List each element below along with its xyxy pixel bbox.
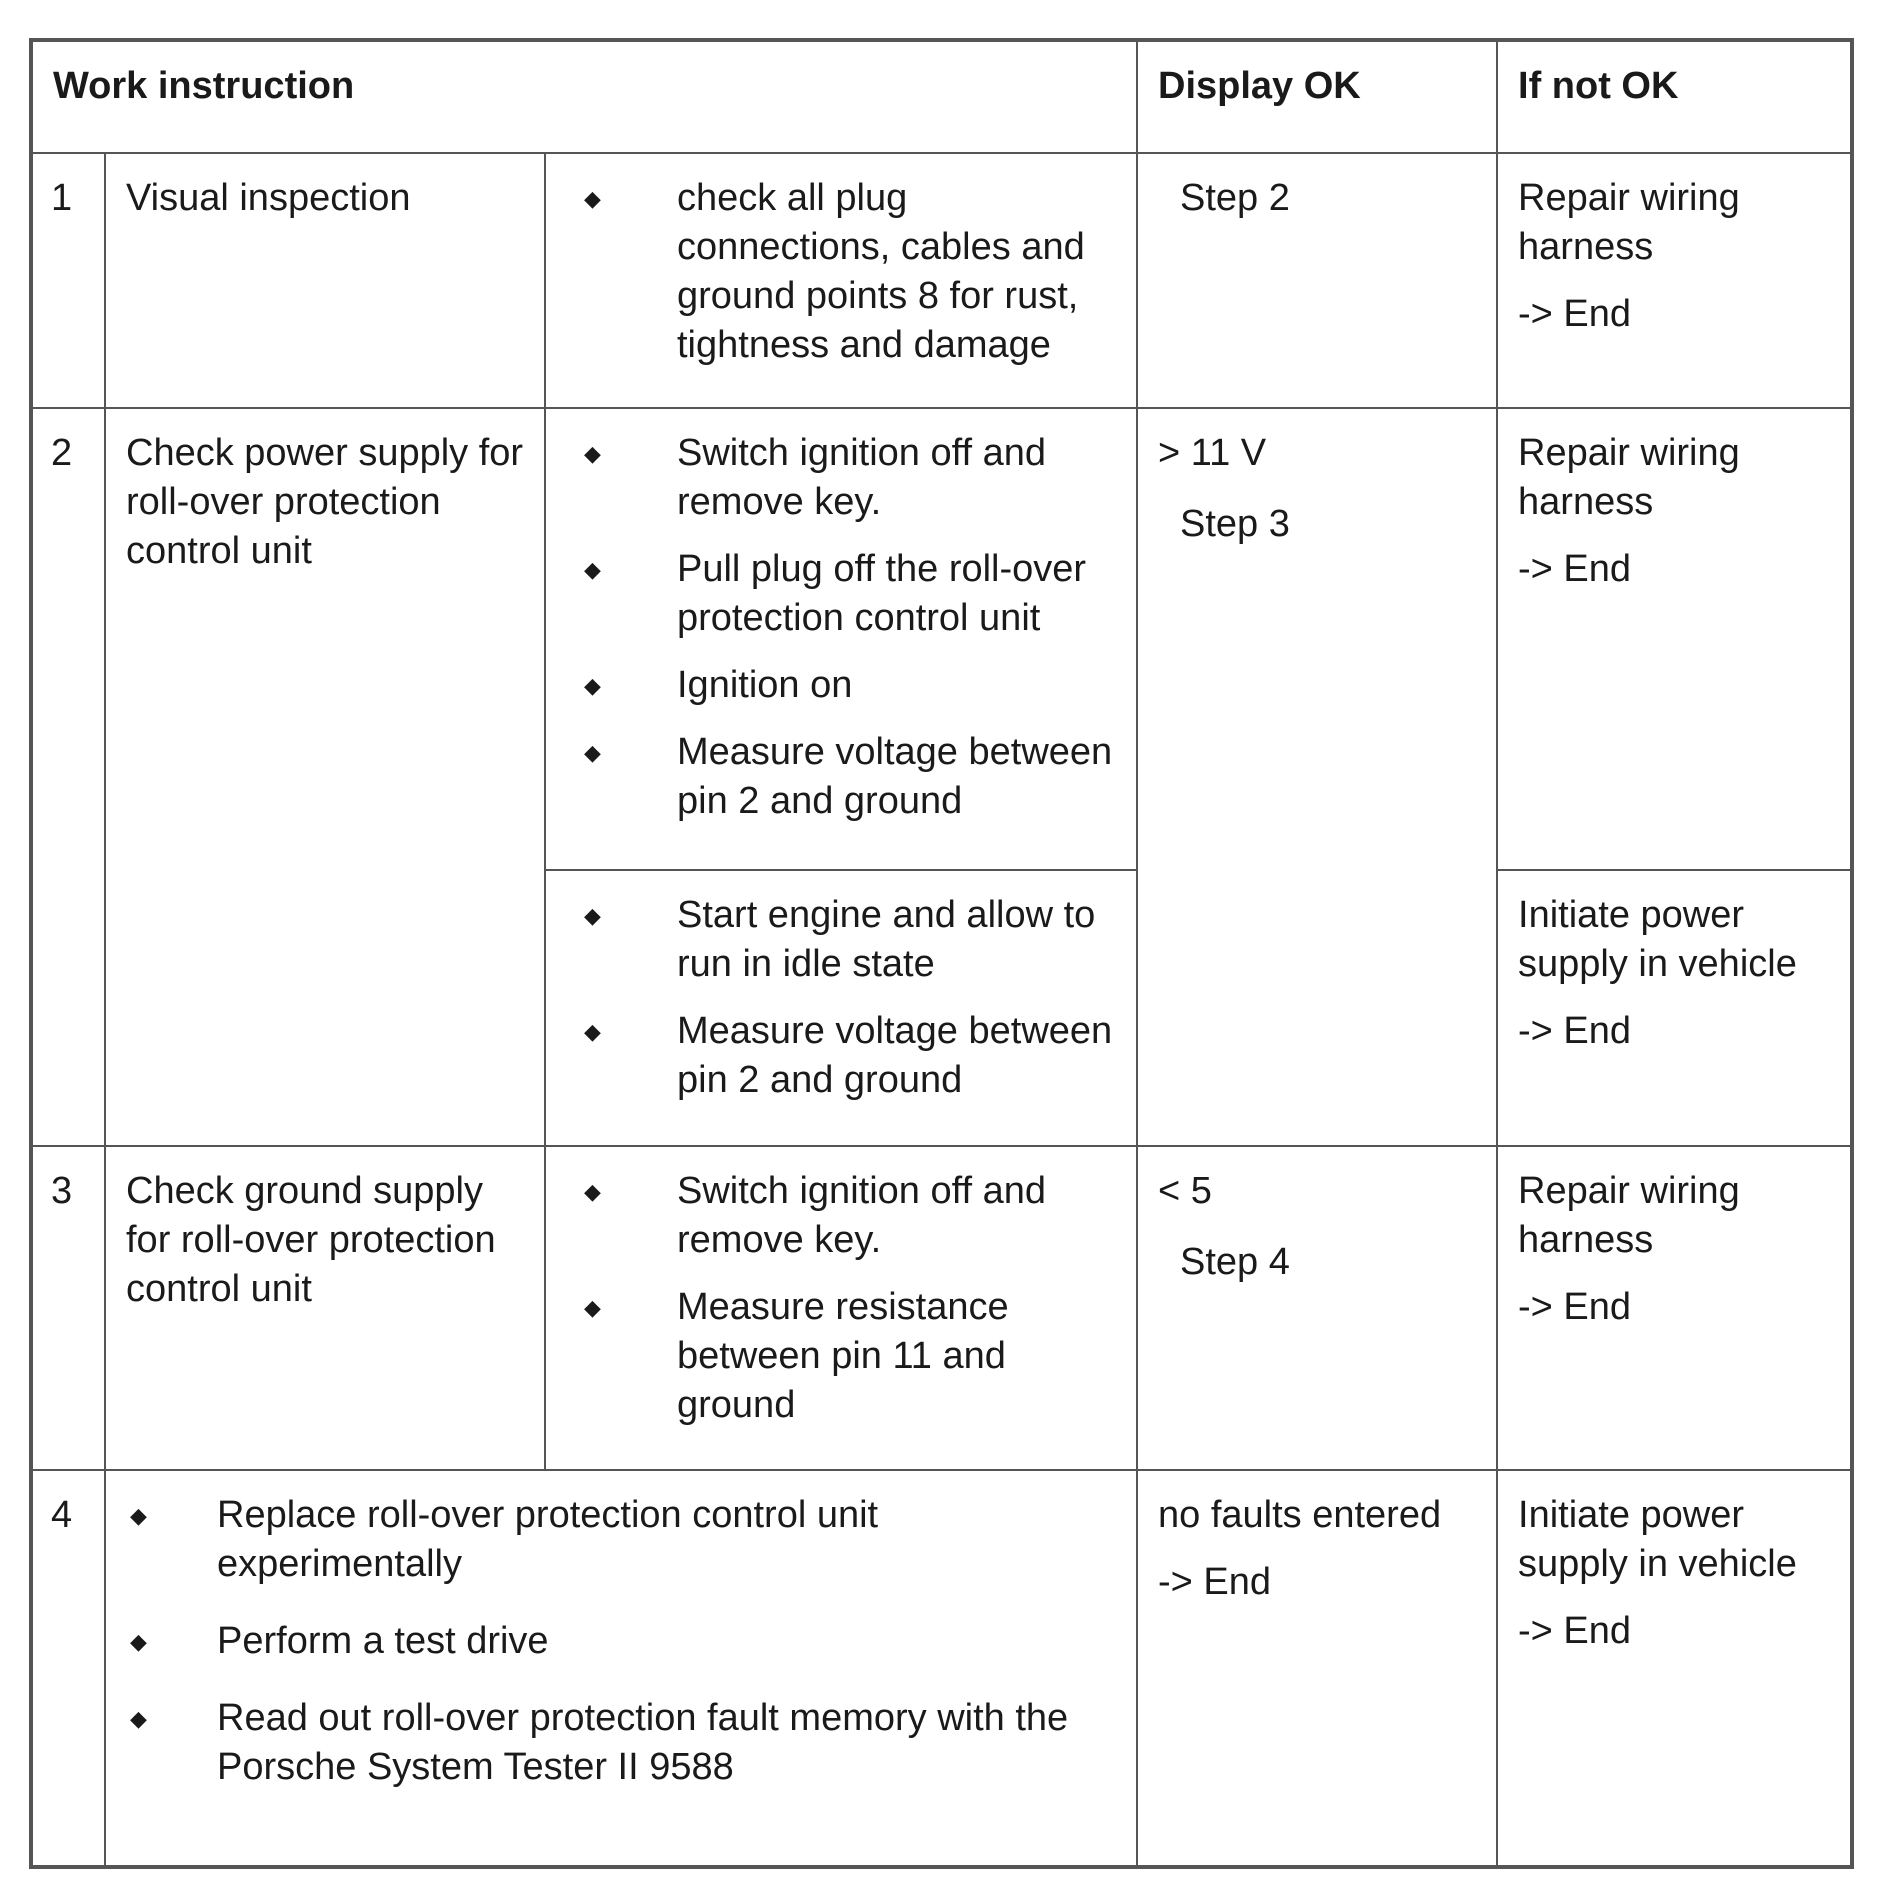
step-number: 1	[31, 153, 105, 408]
instruction-cell	[545, 1146, 1137, 1470]
table-row	[31, 408, 1852, 870]
instruction-cell	[545, 153, 1137, 408]
expected-value: no faults entered	[1158, 1494, 1442, 1536]
end-text: -> End	[1158, 1561, 1272, 1603]
task-cell: Check power supply for roll-over protection control unit	[105, 408, 545, 1146]
end-text: -> End	[1518, 293, 1632, 335]
remedy-text: Repair wiring harness	[1518, 1170, 1740, 1261]
diamond-bullet-icon	[584, 1007, 601, 1056]
table-row	[31, 153, 1852, 408]
instruction-item: ◆ Switch ignition off and remove key.	[566, 429, 1120, 527]
instruction-item: ◆ Replace roll-over protection control unit experimentally	[126, 1491, 1120, 1589]
end-text: -> End	[1518, 548, 1632, 590]
remedy-text: Initiate power supply in vehicle	[1518, 894, 1797, 985]
instruction-item: ◆ Measure voltage between pin 2 and ground	[566, 728, 1120, 826]
task-cell: Check ground supply for roll-over protection control unit	[105, 1146, 545, 1470]
end-text: -> End	[1518, 1010, 1632, 1052]
end-text: -> End	[1518, 1610, 1632, 1652]
if-not-ok-cell	[1497, 1470, 1852, 1867]
display-ok-cell	[1137, 1146, 1497, 1470]
table-row	[31, 1470, 1852, 1867]
remedy-text: Repair wiring harness	[1518, 432, 1740, 523]
instruction-item: ◆ Start engine and allow to run in idle state	[566, 891, 1120, 989]
diamond-bullet-icon	[130, 1617, 147, 1666]
next-step: Step 3	[1180, 503, 1290, 545]
step-number: 2	[31, 408, 105, 1146]
expected-value: > 11 V	[1158, 432, 1267, 474]
diamond-bullet-icon	[584, 174, 601, 223]
instruction-item: ◆ Read out roll-over protection fault memory with the Porsche System Tester II 9588	[126, 1694, 1120, 1792]
remedy-text: Repair wiring harness	[1518, 177, 1740, 268]
instruction-item: ◆ Perform a test drive	[126, 1617, 1120, 1666]
step-number: 4	[31, 1470, 105, 1867]
instruction-item: ◆ Ignition on	[566, 661, 1120, 710]
if-not-ok-cell	[1497, 408, 1852, 870]
diamond-bullet-icon	[584, 891, 601, 940]
header-row	[31, 40, 1852, 153]
instruction-item: ◆ Switch ignition off and remove key.	[566, 1167, 1120, 1265]
end-text: -> End	[1518, 1286, 1632, 1328]
work-instruction-table	[29, 38, 1854, 1869]
display-ok-cell	[1137, 1470, 1497, 1867]
remedy-text: Initiate power supply in vehicle	[1518, 1494, 1797, 1585]
diamond-bullet-icon	[584, 728, 601, 777]
next-step: Step 4	[1180, 1241, 1290, 1283]
header-work-instruction: Work instruction	[31, 40, 1137, 153]
task-cell: Visual inspection	[105, 153, 545, 408]
step-number: 3	[31, 1146, 105, 1470]
header-display-ok: Display OK	[1137, 40, 1497, 153]
instruction-item: ◆ Measure resistance between pin 11 and ground	[566, 1283, 1120, 1430]
diamond-bullet-icon	[584, 429, 601, 478]
instruction-cell	[545, 870, 1137, 1146]
display-ok-cell	[1137, 153, 1497, 408]
instruction-item: ◆ check all plug connections, cables and ground points 8 for rust, tightness and damage	[566, 174, 1120, 370]
diamond-bullet-icon	[130, 1694, 147, 1743]
if-not-ok-cell	[1497, 153, 1852, 408]
diamond-bullet-icon	[584, 1283, 601, 1332]
table-row	[31, 1146, 1852, 1470]
expected-value: < 5	[1158, 1170, 1212, 1212]
if-not-ok-cell	[1497, 1146, 1852, 1470]
instruction-item: ◆ Pull plug off the roll-over protection control unit	[566, 545, 1120, 643]
diamond-bullet-icon	[130, 1491, 147, 1540]
diamond-bullet-icon	[584, 545, 601, 594]
next-step: Step 2	[1180, 177, 1290, 219]
instruction-cell	[105, 1470, 1137, 1867]
display-ok-cell	[1137, 408, 1497, 1146]
diamond-bullet-icon	[584, 661, 601, 710]
instruction-cell	[545, 408, 1137, 870]
if-not-ok-cell	[1497, 870, 1852, 1146]
instruction-item: ◆ Measure voltage between pin 2 and ground	[566, 1007, 1120, 1105]
diamond-bullet-icon	[584, 1167, 601, 1216]
header-if-not-ok: If not OK	[1497, 40, 1852, 153]
